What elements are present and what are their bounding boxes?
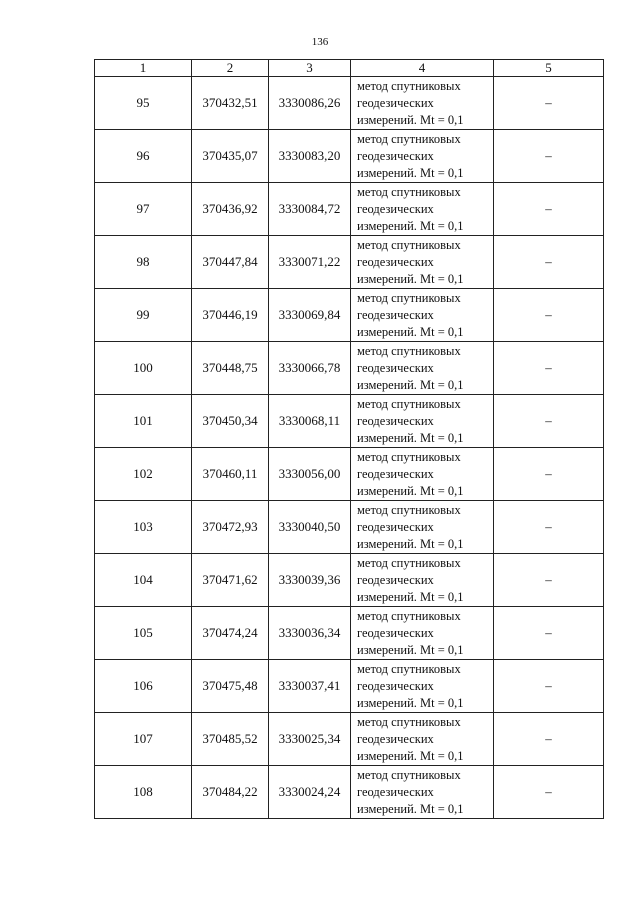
x-coordinate-cell: 370446,19 [192, 289, 269, 342]
method-line: геодезических [357, 466, 434, 481]
method-line: измерений. Mt = 0,1 [357, 271, 464, 286]
table-row [95, 766, 604, 819]
description-dash-cell: – [494, 77, 604, 130]
point-number-cell: 108 [95, 766, 192, 819]
point-number-cell: 100 [95, 342, 192, 395]
method-cell [351, 766, 494, 819]
table-row [95, 77, 604, 130]
x-coordinate-cell: 370436,92 [192, 183, 269, 236]
y-coordinate-cell: 3330040,50 [269, 501, 351, 554]
y-coordinate-cell: 3330066,78 [269, 342, 351, 395]
table-row [95, 130, 604, 183]
method-line: метод спутниковых [357, 608, 461, 623]
header-col-3: 3 [269, 60, 351, 77]
point-number-cell: 99 [95, 289, 192, 342]
method-line: геодезических [357, 148, 434, 163]
description-dash-cell: – [494, 448, 604, 501]
point-number-cell: 103 [95, 501, 192, 554]
point-number-cell: 101 [95, 395, 192, 448]
table-row [95, 236, 604, 289]
method-line: геодезических [357, 678, 434, 693]
table-row [95, 342, 604, 395]
x-coordinate-cell: 370484,22 [192, 766, 269, 819]
table-row [95, 607, 604, 660]
table-body [95, 77, 604, 819]
y-coordinate-cell: 3330086,26 [269, 77, 351, 130]
page-number: 136 [311, 36, 329, 48]
table-row [95, 713, 604, 766]
header-col-5: 5 [494, 60, 604, 77]
method-cell [351, 660, 494, 713]
point-number-cell: 105 [95, 607, 192, 660]
method-cell [351, 77, 494, 130]
table-row [95, 448, 604, 501]
method-line: геодезических [357, 519, 434, 534]
table-header [95, 60, 604, 77]
method-cell [351, 448, 494, 501]
x-coordinate-cell: 370447,84 [192, 236, 269, 289]
table-row [95, 501, 604, 554]
x-coordinate-cell: 370474,24 [192, 607, 269, 660]
method-line: геодезических [357, 625, 434, 640]
point-number-cell: 95 [95, 77, 192, 130]
description-dash-cell: – [494, 130, 604, 183]
y-coordinate-cell: 3330039,36 [269, 554, 351, 607]
method-line: измерений. Mt = 0,1 [357, 589, 464, 604]
point-number-cell: 107 [95, 713, 192, 766]
header-col-4: 4 [351, 60, 494, 77]
method-line: метод спутниковых [357, 714, 461, 729]
method-line: измерений. Mt = 0,1 [357, 801, 464, 816]
method-line: геодезических [357, 254, 434, 269]
method-line: измерений. Mt = 0,1 [357, 642, 464, 657]
x-coordinate-cell: 370432,51 [192, 77, 269, 130]
x-coordinate-cell: 370460,11 [192, 448, 269, 501]
method-line: метод спутниковых [357, 290, 461, 305]
description-dash-cell: – [494, 289, 604, 342]
method-line: метод спутниковых [357, 449, 461, 464]
method-line: измерений. Mt = 0,1 [357, 695, 464, 710]
point-number-cell: 96 [95, 130, 192, 183]
method-line: геодезических [357, 731, 434, 746]
y-coordinate-cell: 3330024,24 [269, 766, 351, 819]
x-coordinate-cell: 370448,75 [192, 342, 269, 395]
method-line: измерений. Mt = 0,1 [357, 165, 464, 180]
method-cell [351, 554, 494, 607]
y-coordinate-cell: 3330071,22 [269, 236, 351, 289]
method-line: измерений. Mt = 0,1 [357, 483, 464, 498]
header-col-2: 2 [192, 60, 269, 77]
method-line: геодезических [357, 784, 434, 799]
method-line: измерений. Mt = 0,1 [357, 377, 464, 392]
method-line: геодезических [357, 360, 434, 375]
y-coordinate-cell: 3330056,00 [269, 448, 351, 501]
method-cell [351, 395, 494, 448]
method-cell [351, 342, 494, 395]
x-coordinate-cell: 370435,07 [192, 130, 269, 183]
table-row [95, 395, 604, 448]
method-line: метод спутниковых [357, 767, 461, 782]
method-line: метод спутниковых [357, 396, 461, 411]
x-coordinate-cell: 370475,48 [192, 660, 269, 713]
y-coordinate-cell: 3330036,34 [269, 607, 351, 660]
method-line: измерений. Mt = 0,1 [357, 536, 464, 551]
y-coordinate-cell: 3330068,11 [269, 395, 351, 448]
x-coordinate-cell: 370471,62 [192, 554, 269, 607]
x-coordinate-cell: 370472,93 [192, 501, 269, 554]
method-cell [351, 501, 494, 554]
method-line: метод спутниковых [357, 502, 461, 517]
point-number-cell: 98 [95, 236, 192, 289]
description-dash-cell: – [494, 713, 604, 766]
method-cell [351, 183, 494, 236]
table-row [95, 289, 604, 342]
point-number-cell: 102 [95, 448, 192, 501]
description-dash-cell: – [494, 342, 604, 395]
method-line: метод спутниковых [357, 237, 461, 252]
point-number-cell: 106 [95, 660, 192, 713]
y-coordinate-cell: 3330083,20 [269, 130, 351, 183]
method-cell [351, 236, 494, 289]
method-line: геодезических [357, 572, 434, 587]
description-dash-cell: – [494, 183, 604, 236]
y-coordinate-cell: 3330084,72 [269, 183, 351, 236]
method-line: метод спутниковых [357, 555, 461, 570]
description-dash-cell: – [494, 607, 604, 660]
description-dash-cell: – [494, 660, 604, 713]
method-cell [351, 130, 494, 183]
description-dash-cell: – [494, 554, 604, 607]
table-row [95, 660, 604, 713]
header-row [95, 60, 604, 77]
coordinates-table [94, 59, 604, 819]
point-number-cell: 104 [95, 554, 192, 607]
method-line: метод спутниковых [357, 661, 461, 676]
method-line: измерений. Mt = 0,1 [357, 324, 464, 339]
method-line: измерений. Mt = 0,1 [357, 218, 464, 233]
y-coordinate-cell: 3330025,34 [269, 713, 351, 766]
method-line: метод спутниковых [357, 343, 461, 358]
x-coordinate-cell: 370485,52 [192, 713, 269, 766]
description-dash-cell: – [494, 501, 604, 554]
description-dash-cell: – [494, 395, 604, 448]
y-coordinate-cell: 3330037,41 [269, 660, 351, 713]
table-row [95, 554, 604, 607]
method-line: метод спутниковых [357, 184, 461, 199]
method-line: геодезических [357, 307, 434, 322]
method-line: метод спутниковых [357, 78, 461, 93]
method-line: геодезических [357, 201, 434, 216]
table-row [95, 183, 604, 236]
method-cell [351, 289, 494, 342]
method-cell [351, 607, 494, 660]
method-line: метод спутниковых [357, 131, 461, 146]
method-line: измерений. Mt = 0,1 [357, 748, 464, 763]
method-line: измерений. Mt = 0,1 [357, 112, 464, 127]
method-cell [351, 713, 494, 766]
method-line: измерений. Mt = 0,1 [357, 430, 464, 445]
point-number-cell: 97 [95, 183, 192, 236]
header-col-1: 1 [95, 60, 192, 77]
method-line: геодезических [357, 95, 434, 110]
description-dash-cell: – [494, 236, 604, 289]
y-coordinate-cell: 3330069,84 [269, 289, 351, 342]
method-line: геодезических [357, 413, 434, 428]
description-dash-cell: – [494, 766, 604, 819]
x-coordinate-cell: 370450,34 [192, 395, 269, 448]
